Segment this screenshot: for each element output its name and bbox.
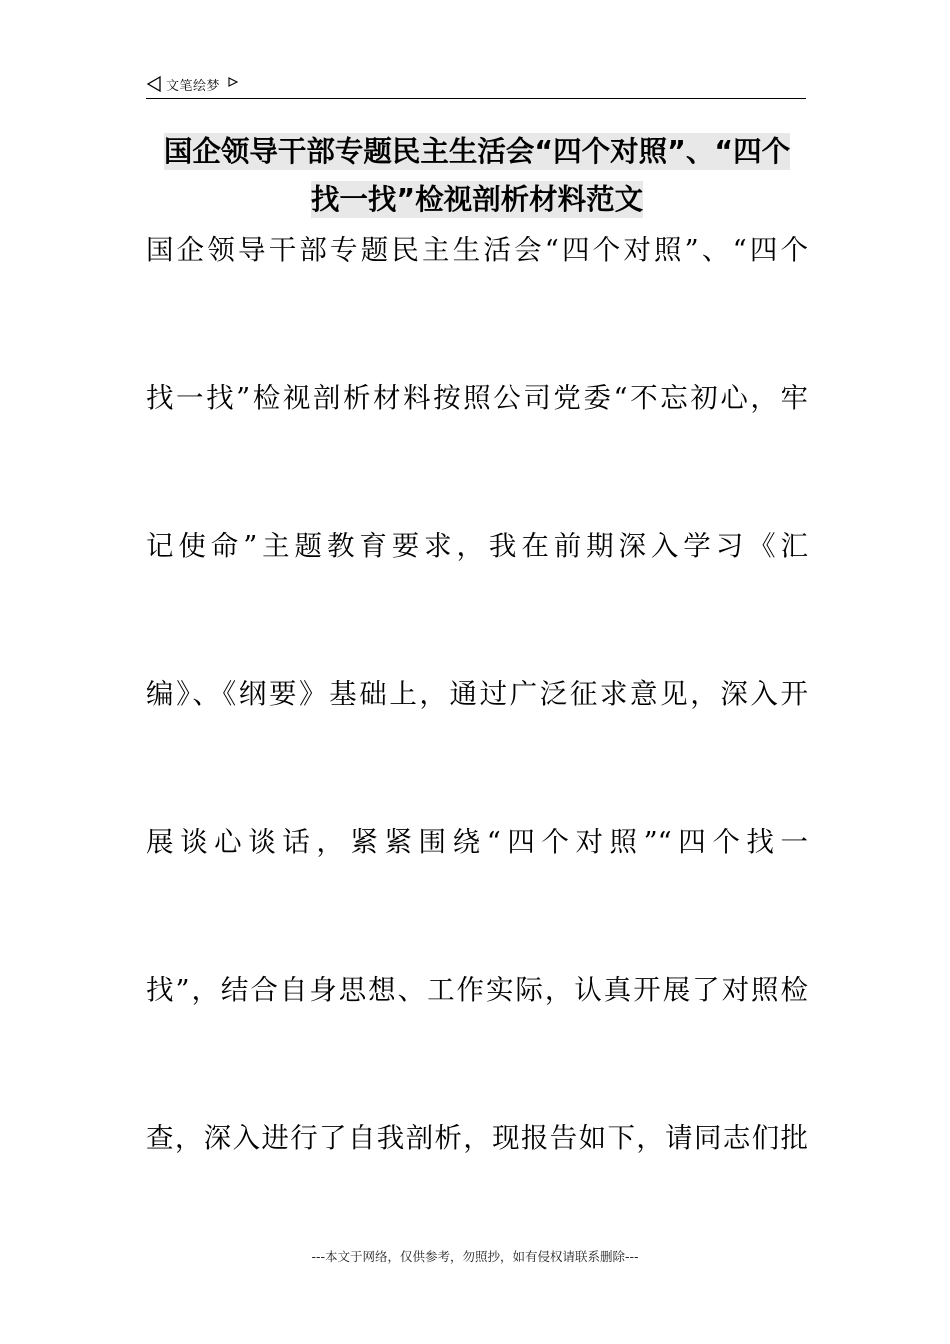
body-line: 展谈心谈话，紧紧围绕“四个对照”“四个找一 — [146, 826, 808, 858]
title-line-2 — [146, 176, 808, 224]
body-line: 查，深入进行了自我剖析，现报告如下，请同志们批 — [146, 1122, 808, 1154]
title-line-1-text: 国企领导干部专题民主生活会“四个对照”、“四个 — [163, 135, 791, 168]
triangle-right-icon — [226, 74, 240, 94]
body-line: 找一找”检视剖析材料按照公司党委“不忘初心，牢 — [146, 382, 808, 414]
header-brand-group — [146, 74, 240, 94]
title-line-2-text: 找一找”检视剖析材料范文 — [310, 183, 644, 216]
triangle-left-icon — [146, 74, 162, 94]
body-line: 记使命”主题教育要求，我在前期深入学习《汇 — [146, 530, 808, 562]
body-line: 找”，结合自身思想、工作实际，认真开展了对照检 — [146, 974, 808, 1006]
body-line: 编》、《纲要》基础上，通过广泛征求意见，深入开 — [146, 678, 808, 710]
body-line: 国企领导干部专题民主生活会“四个对照”、“四个 — [146, 234, 808, 266]
title-line-1 — [146, 128, 808, 176]
header-brand-text: 文笔绘梦 — [166, 78, 221, 94]
page-header — [146, 72, 806, 99]
document-body — [146, 218, 808, 1254]
document-title — [146, 128, 808, 224]
page-footer-disclaimer: ---本文于网络，仅供参考，勿照抄，如有侵权请联系删除--- — [311, 1249, 639, 1264]
